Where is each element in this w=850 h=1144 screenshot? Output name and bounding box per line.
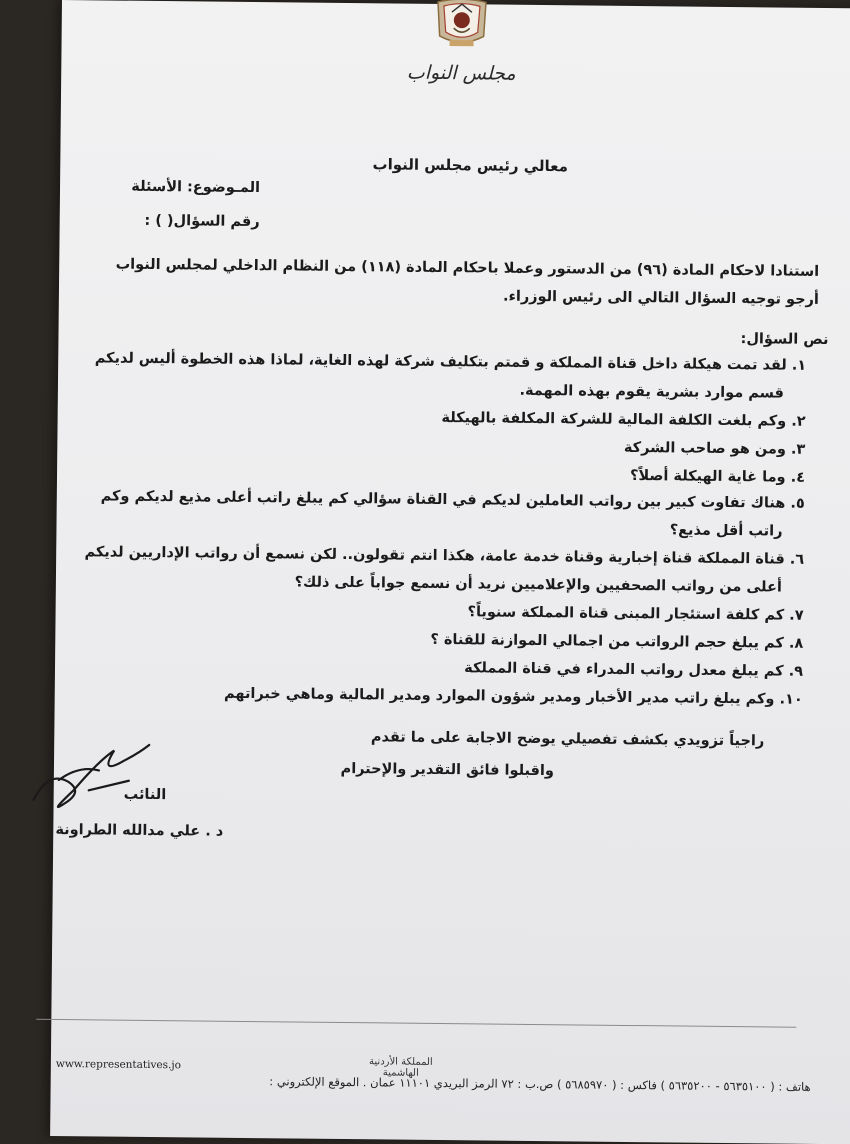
question-item-1: ١. لقد تمت هيكلة داخل قناة المملكة و قمتم بتكليف شركة لهذه الغاية، لماذا هذه الخطوة أليس لديكم: [94, 350, 807, 374]
closing-request: راجياً تزويدي بكشف تفصيلي يوضح الاجابة على ما تقدم: [370, 729, 765, 750]
questions-heading: نص السؤال:: [740, 331, 829, 349]
question-item-1-cont: قسم موارد بشرية يقوم بهذه المهمة.: [519, 382, 785, 402]
question-item-4: ٤. وما غاية الهيكلة أصلاً؟: [629, 467, 806, 486]
question-item-5-cont: راتب أقل مذيع؟: [669, 522, 783, 540]
question-number-line: رقم السؤال( ) :: [144, 212, 260, 231]
handwritten-signature: [28, 730, 159, 821]
question-item-2: ٢. وكم بلغت الكلفة المالية للشركة المكلفة بالهيكلة: [441, 409, 806, 430]
question-item-10: ١٠. وكم يبلغ راتب مدير الأخبار ومدير شؤون الموارد ومدير المالية وماهي خبراتهم: [223, 685, 803, 708]
question-item-5: ٥. هناك تفاوت كبير بين رواتب العاملين لديكم في القناة سؤالي كم يبلغ راتب أعلى مذيع لديكم وكم: [100, 488, 805, 512]
question-item-6: ٦. قناة المملكة قناة إخبارية وقناة خدمة عامة، هكذا انتم تقولون.. لكن نسمع أن رواتب الإداريين لديكم: [84, 544, 805, 568]
question-item-9: ٩. كم يبلغ معدل رواتب المدراء في قناة المملكة: [464, 660, 804, 680]
coat-of-arms-icon: [429, 0, 494, 53]
question-item-7: ٧. كم كلفة استئجار المبنى قناة المملكة سنوياً؟: [467, 604, 804, 624]
website-link[interactable]: www.representatives.jo: [55, 1057, 182, 1072]
question-item-8: ٨. كم يبلغ حجم الرواتب من اجمالي الموازنة للقناة ؟: [430, 631, 804, 652]
subject-line: المـوضوع: الأسئلة: [131, 178, 261, 197]
signer-title: النائب: [123, 786, 167, 804]
question-item-6-cont: أعلى من رواتب الصحفيين والإعلاميين نريد أن نسمع جواباً على ذلك؟: [294, 574, 782, 596]
footer-divider: [36, 1019, 796, 1028]
signer-name: د . علي مدالله الطراونة: [55, 821, 224, 840]
intro-line-2: أرجو توجيه السؤال التالي الى رئيس الوزراء.: [502, 288, 819, 308]
intro-line-1: استنادا لاحكام المادة (٩٦) من الدستور وعملا باحكام المادة (١١٨) من النظام الداخلي لمجلس النواب: [115, 256, 820, 280]
question-item-3: ٣. ومن هو صاحب الشركة: [623, 439, 806, 458]
addressee: معالي رئيس مجلس النواب: [372, 155, 569, 176]
closing-regards: واقبلوا فائق التقدير والإحترام: [340, 760, 555, 780]
contact-info: هاتف : ( ٥٦٣٥١٠٠ - ٥٦٣٥٢٠٠ ) فاكس : ( ٥٦٨٥٩٧٠ ) ص.ب : ٧٢ الرمز البريدي ١١١٠١ عمان . الموقع الإلكتروني :: [269, 1074, 811, 1094]
council-name-logo: مجلس النواب: [406, 61, 516, 85]
footer-logo: المملكة الأردنية الهاشمية: [368, 1056, 433, 1079]
letter-page: [50, 0, 850, 1144]
